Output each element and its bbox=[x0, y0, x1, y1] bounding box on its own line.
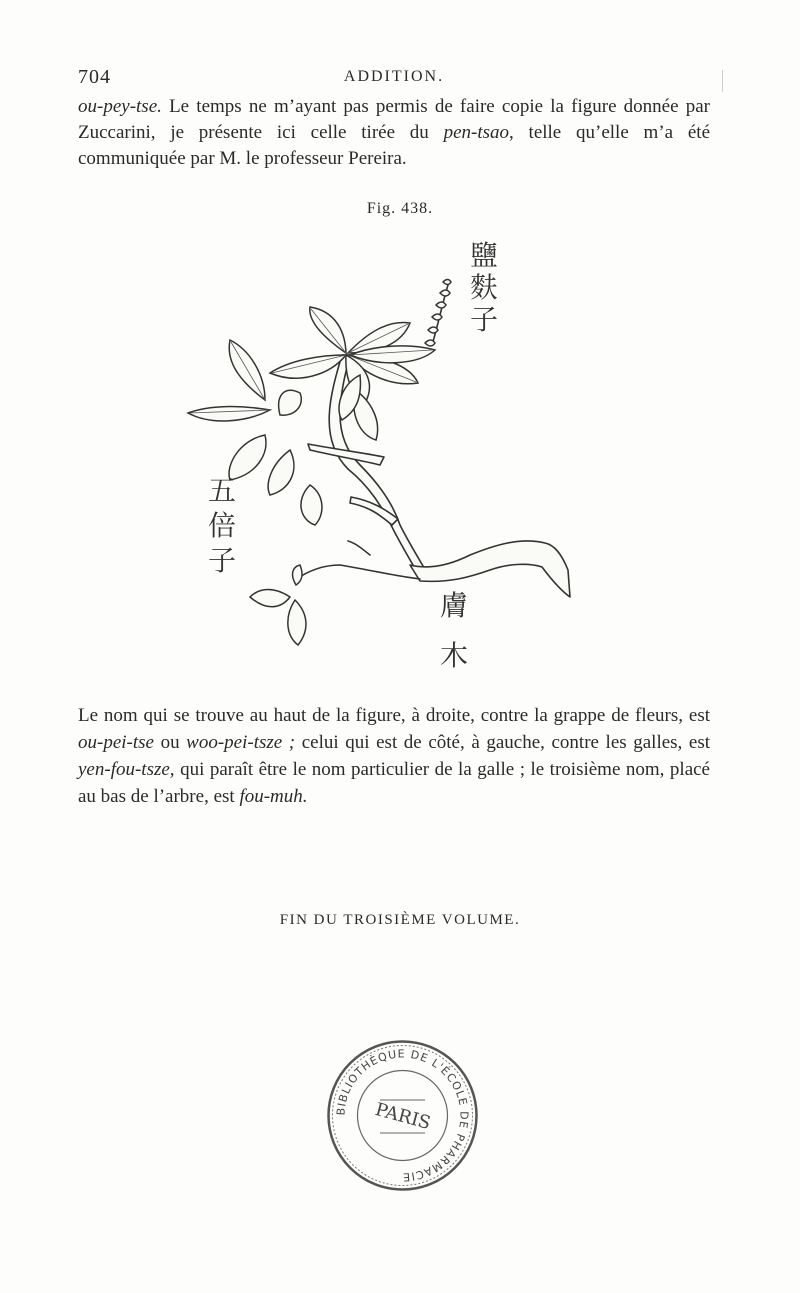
term-pen-tsao: pen-tsao bbox=[443, 122, 510, 143]
paragraph-intro bbox=[78, 94, 710, 172]
term-yen-fou-tsze: yen-fou-tsze, bbox=[78, 759, 175, 780]
char-top-2: 麩 bbox=[470, 271, 499, 304]
closing-line: FIN DU TROISIÈME VOLUME. bbox=[279, 912, 521, 928]
text-span: Le temps ne m’ayant pas permis de faire copie la figure donnée par Zuccarini, je présente ici celle tirée du bbox=[78, 96, 710, 143]
char-bottom-2: 木 bbox=[440, 639, 469, 672]
label-left bbox=[208, 474, 236, 577]
text-span: Le nom qui se trouve au haut de la figure, à droite, contre la grappe de fleurs, est bbox=[78, 705, 710, 726]
page-number: 704 bbox=[78, 66, 111, 88]
flower-spike bbox=[425, 280, 451, 347]
leaf-cluster-right bbox=[339, 375, 378, 440]
svg-text:BIBLIOTHÈQUE DE L'ÉCOLE DE PHA: BIBLIOTHÈQUE DE L'ÉCOLE DE PHARMACIE bbox=[334, 1047, 471, 1184]
lower-branch bbox=[410, 541, 570, 597]
stamp-center: PARIS bbox=[372, 1099, 433, 1134]
term-fou-muh: fou-muh. bbox=[239, 786, 308, 807]
margin-rule bbox=[722, 70, 723, 92]
main-branch bbox=[329, 355, 428, 577]
text-span: , telle qu’elle m’a été communiquée par M. le professeur Pereira. bbox=[78, 122, 710, 169]
term-ou-pei-tse: ou-pei-tse bbox=[78, 732, 154, 753]
label-bottom bbox=[440, 589, 468, 672]
stub-branch bbox=[348, 541, 370, 555]
char-top-3: 子 bbox=[470, 303, 499, 336]
stamp-seal bbox=[325, 1038, 480, 1193]
botanical-figure bbox=[170, 225, 590, 685]
page-header bbox=[78, 66, 710, 92]
char-top-1: 鹽 bbox=[470, 239, 499, 272]
text-span: celui qui est de côté, à gauche, contre les galles, est bbox=[295, 732, 711, 753]
char-left-3: 子 bbox=[208, 544, 237, 577]
figure-caption: Fig. 438. bbox=[366, 200, 434, 217]
char-bottom-1: 膚 bbox=[440, 589, 469, 622]
paragraph-names bbox=[78, 702, 710, 810]
plant-illustration bbox=[170, 225, 590, 685]
term-woo-pei-tsze: woo-pei-tsze ; bbox=[186, 732, 296, 753]
char-left-2: 倍 bbox=[208, 509, 237, 542]
char-left-1: 五 bbox=[208, 474, 237, 507]
text-span: qui paraît être le nom particulier de la galle ; le troisième nom, placé au bas de l’arbre, est bbox=[78, 759, 710, 807]
leaf-cluster-bottom bbox=[250, 565, 306, 645]
text-span: ou bbox=[153, 732, 187, 753]
label-top-right bbox=[470, 239, 498, 336]
term-ou-pey-tse: ou-pey-tse. bbox=[78, 96, 162, 117]
lower-twig bbox=[295, 565, 420, 580]
library-stamp bbox=[325, 1038, 480, 1193]
running-head: ADDITION. bbox=[343, 68, 445, 85]
